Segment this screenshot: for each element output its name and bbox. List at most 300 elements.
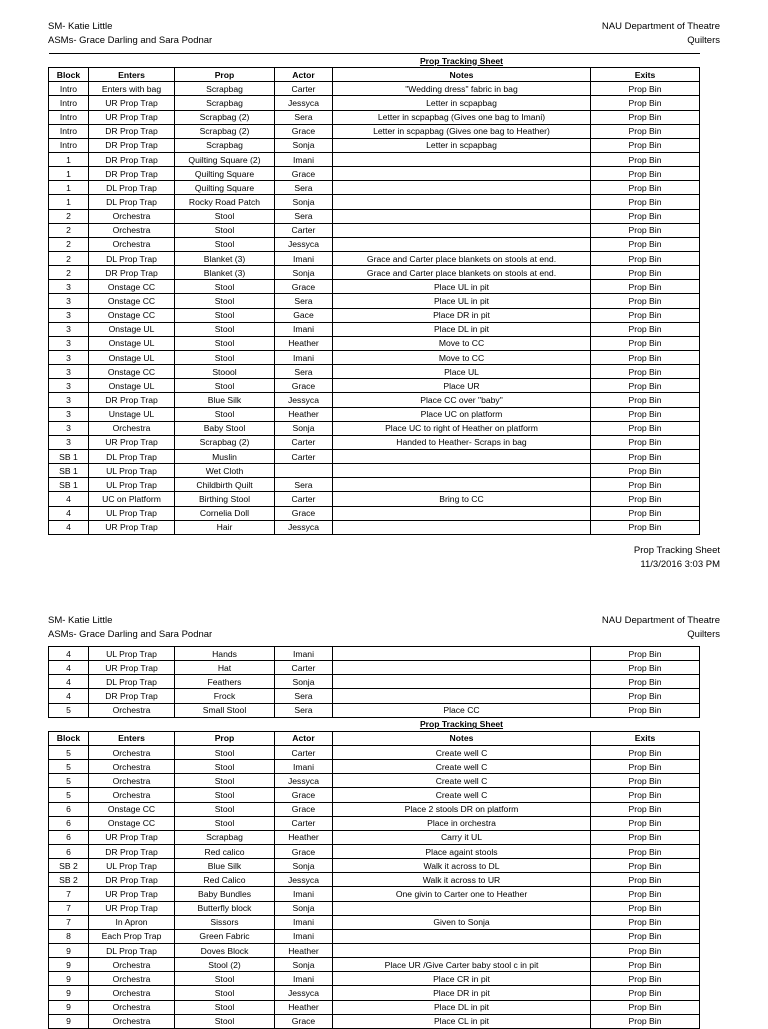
table-row xyxy=(49,195,700,209)
cell-block: 4 xyxy=(49,689,89,703)
cell-enters: Onstage CC xyxy=(89,802,175,816)
cell-exits: Prop Bin xyxy=(591,379,700,393)
cell-enters: DL Prop Trap xyxy=(89,943,175,957)
cell-block: 9 xyxy=(49,972,89,986)
table-row xyxy=(49,138,700,152)
cell-actor: Sera xyxy=(275,689,333,703)
cell-block: 2 xyxy=(49,266,89,280)
cell-enters: Orchestra xyxy=(89,745,175,759)
cell-enters: Orchestra xyxy=(89,237,175,251)
cell-prop: Wet Cloth xyxy=(175,464,275,478)
cell-exits: Prop Bin xyxy=(591,745,700,759)
cell-enters: DR Prop Trap xyxy=(89,689,175,703)
cell-actor: Sera xyxy=(275,294,333,308)
cell-actor: Heather xyxy=(275,1000,333,1014)
cell-exits: Prop Bin xyxy=(591,661,700,675)
cell-enters: DR Prop Trap xyxy=(89,138,175,152)
cell-notes xyxy=(333,520,591,534)
col-actor: Actor xyxy=(275,68,333,82)
cell-enters: Orchestra xyxy=(89,209,175,223)
cell-enters: DR Prop Trap xyxy=(89,266,175,280)
cell-prop: Stool xyxy=(175,788,275,802)
cell-notes xyxy=(333,209,591,223)
cell-prop: Stool (2) xyxy=(175,958,275,972)
cell-exits: Prop Bin xyxy=(591,308,700,322)
cell-prop: Scrapbag xyxy=(175,82,275,96)
cell-notes: Letter in scpapbag xyxy=(333,96,591,110)
cell-prop: Quilting Square xyxy=(175,167,275,181)
cell-block: 5 xyxy=(49,760,89,774)
show-name: Quilters xyxy=(687,629,720,640)
cell-actor: Heather xyxy=(275,943,333,957)
cell-prop: Scrapbag (2) xyxy=(175,435,275,449)
cell-notes xyxy=(333,478,591,492)
cell-actor: Sera xyxy=(275,365,333,379)
cell-block: Intro xyxy=(49,138,89,152)
table-row xyxy=(49,449,700,463)
cell-block: Intro xyxy=(49,96,89,110)
cell-actor: Carter xyxy=(275,816,333,830)
cell-prop: Scrapbag xyxy=(175,138,275,152)
cell-prop: Stool xyxy=(175,407,275,421)
cell-enters: UL Prop Trap xyxy=(89,859,175,873)
table-row xyxy=(49,464,700,478)
cell-prop: Cornelia Doll xyxy=(175,506,275,520)
cell-notes: "Wedding dress" fabric in bag xyxy=(333,82,591,96)
cell-exits: Prop Bin xyxy=(591,492,700,506)
cell-notes: Place UC on platform xyxy=(333,407,591,421)
cell-notes: Create well C xyxy=(333,788,591,802)
cell-enters: Onstage CC xyxy=(89,294,175,308)
cell-block: SB 2 xyxy=(49,859,89,873)
cell-notes: Place CR in pit xyxy=(333,972,591,986)
cell-block: 3 xyxy=(49,294,89,308)
cell-exits: Prop Bin xyxy=(591,816,700,830)
cell-enters: In Apron xyxy=(89,915,175,929)
cell-enters: Onstage CC xyxy=(89,365,175,379)
cell-prop: Stool xyxy=(175,294,275,308)
cell-actor: Grace xyxy=(275,1014,333,1028)
cell-enters: DR Prop Trap xyxy=(89,124,175,138)
table-row xyxy=(49,689,700,703)
cell-notes: Place 2 stools DR on platform xyxy=(333,802,591,816)
cell-actor: Sera xyxy=(275,478,333,492)
col-prop: Prop xyxy=(175,68,275,82)
department-name: NAU Department of Theatre xyxy=(601,615,720,626)
cell-exits: Prop Bin xyxy=(591,675,700,689)
cell-block: 1 xyxy=(49,152,89,166)
cell-actor: Grace xyxy=(275,167,333,181)
col-prop: Prop xyxy=(175,731,275,745)
cell-actor: Imani xyxy=(275,322,333,336)
cell-enters: Orchestra xyxy=(89,1014,175,1028)
cell-prop: Butterfly block xyxy=(175,901,275,915)
cell-actor: Sonja xyxy=(275,901,333,915)
cell-block: 3 xyxy=(49,379,89,393)
cell-prop: Stool xyxy=(175,774,275,788)
cell-block: 9 xyxy=(49,1014,89,1028)
cell-block: Intro xyxy=(49,124,89,138)
cell-exits: Prop Bin xyxy=(591,478,700,492)
cell-actor: Imani xyxy=(275,760,333,774)
cell-block: 9 xyxy=(49,986,89,1000)
cell-notes: Place UL in pit xyxy=(333,280,591,294)
cell-actor: Jessyca xyxy=(275,96,333,110)
cell-notes: Grace and Carter place blankets on stools at end. xyxy=(333,266,591,280)
cell-notes xyxy=(333,152,591,166)
cell-actor: Sonja xyxy=(275,958,333,972)
cell-block: 7 xyxy=(49,901,89,915)
cell-enters: Onstage UL xyxy=(89,322,175,336)
cell-prop: Stool xyxy=(175,986,275,1000)
cell-exits: Prop Bin xyxy=(591,703,700,717)
cell-block: SB 1 xyxy=(49,464,89,478)
table-row xyxy=(49,661,700,675)
col-enters: Enters xyxy=(89,68,175,82)
cell-prop: Rocky Road Patch xyxy=(175,195,275,209)
col-block: Block xyxy=(49,68,89,82)
cell-prop: Stool xyxy=(175,760,275,774)
cell-notes: Place UL xyxy=(333,365,591,379)
cell-notes: Place DL in pit xyxy=(333,322,591,336)
cell-enters: Orchestra xyxy=(89,421,175,435)
cell-prop: Doves Block xyxy=(175,943,275,957)
cell-enters: Orchestra xyxy=(89,774,175,788)
cell-actor: Grace xyxy=(275,379,333,393)
cell-actor: Carter xyxy=(275,492,333,506)
cell-exits: Prop Bin xyxy=(591,464,700,478)
table-row xyxy=(49,647,700,661)
table-row xyxy=(49,223,700,237)
cell-actor: Sonja xyxy=(275,421,333,435)
cell-actor: Imani xyxy=(275,152,333,166)
stage-manager-line: SM- Katie Little xyxy=(48,21,113,32)
cell-exits: Prop Bin xyxy=(591,506,700,520)
cell-exits: Prop Bin xyxy=(591,788,700,802)
table-row xyxy=(49,237,700,251)
cell-notes: Grace and Carter place blankets on stools at end. xyxy=(333,251,591,265)
table-row xyxy=(49,308,700,322)
table-row xyxy=(49,760,700,774)
cell-actor: Sera xyxy=(275,703,333,717)
cell-exits: Prop Bin xyxy=(591,760,700,774)
col-actor: Actor xyxy=(275,731,333,745)
assistant-stage-managers-line: ASMs- Grace Darling and Sara Podnar xyxy=(48,35,213,46)
table-row xyxy=(49,209,700,223)
table-row xyxy=(49,336,700,350)
cell-block: SB 1 xyxy=(49,449,89,463)
table-row xyxy=(49,745,700,759)
cell-notes: Handed to Heather- Scraps in bag xyxy=(333,435,591,449)
cell-exits: Prop Bin xyxy=(591,96,700,110)
cell-prop: Stool xyxy=(175,1000,275,1014)
cell-notes: Given to Sonja xyxy=(333,915,591,929)
table-row xyxy=(49,844,700,858)
cell-exits: Prop Bin xyxy=(591,138,700,152)
cell-block: 3 xyxy=(49,435,89,449)
cell-exits: Prop Bin xyxy=(591,802,700,816)
cell-actor: Imani xyxy=(275,915,333,929)
cell-actor: Heather xyxy=(275,830,333,844)
col-block: Block xyxy=(49,731,89,745)
cell-exits: Prop Bin xyxy=(591,901,700,915)
cell-prop: Stool xyxy=(175,322,275,336)
cell-exits: Prop Bin xyxy=(591,887,700,901)
cell-exits: Prop Bin xyxy=(591,1014,700,1028)
cell-prop: Childbirth Quilt xyxy=(175,478,275,492)
cell-exits: Prop Bin xyxy=(591,209,700,223)
cell-prop: Stoool xyxy=(175,365,275,379)
cell-notes: Place UC to right of Heather on platform xyxy=(333,421,591,435)
table-row xyxy=(49,478,700,492)
cell-enters: DL Prop Trap xyxy=(89,195,175,209)
cell-exits: Prop Bin xyxy=(591,393,700,407)
cell-notes xyxy=(333,195,591,209)
cell-block: 3 xyxy=(49,280,89,294)
table-row xyxy=(49,943,700,957)
table-row xyxy=(49,152,700,166)
table-row xyxy=(49,1000,700,1014)
cell-actor: Sonja xyxy=(275,859,333,873)
table-row xyxy=(49,774,700,788)
cell-exits: Prop Bin xyxy=(591,435,700,449)
cell-prop: Stool xyxy=(175,745,275,759)
cell-actor: Grace xyxy=(275,124,333,138)
cell-block: Intro xyxy=(49,110,89,124)
table-row xyxy=(49,520,700,534)
cell-enters: Unstage UL xyxy=(89,407,175,421)
table-row xyxy=(49,407,700,421)
cell-enters: Orchestra xyxy=(89,760,175,774)
cell-actor: Sonja xyxy=(275,266,333,280)
table-row xyxy=(49,350,700,364)
cell-block: 6 xyxy=(49,830,89,844)
cell-exits: Prop Bin xyxy=(591,421,700,435)
cell-notes: Place UL in pit xyxy=(333,294,591,308)
cell-enters: Onstage CC xyxy=(89,816,175,830)
table-row xyxy=(49,393,700,407)
cell-prop: Stool xyxy=(175,223,275,237)
col-exits: Exits xyxy=(591,68,700,82)
cell-enters: UL Prop Trap xyxy=(89,506,175,520)
cell-exits: Prop Bin xyxy=(591,350,700,364)
cell-block: 4 xyxy=(49,661,89,675)
cell-actor: Sonja xyxy=(275,195,333,209)
cell-notes xyxy=(333,647,591,661)
cell-prop: Stool xyxy=(175,209,275,223)
cell-block: 3 xyxy=(49,322,89,336)
cell-enters: DR Prop Trap xyxy=(89,393,175,407)
cell-notes: Letter in scpapbag (Gives one bag to Imani) xyxy=(333,110,591,124)
cell-block: 4 xyxy=(49,492,89,506)
cell-prop: Green Fabric xyxy=(175,929,275,943)
cell-enters: Onstage UL xyxy=(89,379,175,393)
cell-enters: Each Prop Trap xyxy=(89,929,175,943)
cell-actor: Sonja xyxy=(275,675,333,689)
cell-exits: Prop Bin xyxy=(591,407,700,421)
cell-block: 1 xyxy=(49,195,89,209)
cell-actor: Heather xyxy=(275,407,333,421)
cell-notes: Place UR /Give Carter baby stool c in pit xyxy=(333,958,591,972)
cell-exits: Prop Bin xyxy=(591,237,700,251)
cell-actor: Gace xyxy=(275,308,333,322)
cell-prop: Scrapbag (2) xyxy=(175,110,275,124)
cell-prop: Muslin xyxy=(175,449,275,463)
cell-prop: Stool xyxy=(175,802,275,816)
cell-notes xyxy=(333,929,591,943)
cell-enters: DL Prop Trap xyxy=(89,675,175,689)
table-row xyxy=(49,972,700,986)
show-name: Quilters xyxy=(687,35,720,46)
cell-enters: Orchestra xyxy=(89,223,175,237)
cell-block: SB 1 xyxy=(49,478,89,492)
cell-block: 4 xyxy=(49,675,89,689)
cell-block: 4 xyxy=(49,520,89,534)
department-name: NAU Department of Theatre xyxy=(601,21,720,32)
cell-actor: Imani xyxy=(275,251,333,265)
column-header-row xyxy=(49,731,700,745)
page2-rows-before-heading xyxy=(49,647,700,718)
cell-notes: Place CC xyxy=(333,703,591,717)
cell-actor: Imani xyxy=(275,350,333,364)
cell-block: 3 xyxy=(49,421,89,435)
cell-block: 9 xyxy=(49,958,89,972)
prop-tracking-table-page1 xyxy=(48,53,700,535)
table-row xyxy=(49,887,700,901)
cell-block: 2 xyxy=(49,223,89,237)
cell-notes: Place UR xyxy=(333,379,591,393)
cell-actor: Carter xyxy=(275,661,333,675)
cell-enters: UR Prop Trap xyxy=(89,901,175,915)
cell-enters: UR Prop Trap xyxy=(89,520,175,534)
cell-enters: Orchestra xyxy=(89,972,175,986)
cell-prop: Stool xyxy=(175,379,275,393)
assistant-stage-managers-line: ASMs- Grace Darling and Sara Podnar xyxy=(48,629,213,640)
cell-notes: Place CC over "baby" xyxy=(333,393,591,407)
cell-notes: Letter in scpapbag (Gives one bag to Heather) xyxy=(333,124,591,138)
cell-exits: Prop Bin xyxy=(591,82,700,96)
cell-block: 7 xyxy=(49,915,89,929)
cell-block: 3 xyxy=(49,350,89,364)
cell-exits: Prop Bin xyxy=(591,689,700,703)
cell-enters: UL Prop Trap xyxy=(89,464,175,478)
cell-block: 6 xyxy=(49,816,89,830)
cell-actor: Carter xyxy=(275,745,333,759)
table-row xyxy=(49,167,700,181)
cell-enters: UL Prop Trap xyxy=(89,478,175,492)
table-row xyxy=(49,675,700,689)
cell-prop: Stool xyxy=(175,350,275,364)
cell-actor: Carter xyxy=(275,435,333,449)
cell-prop: Baby Bundles xyxy=(175,887,275,901)
cell-exits: Prop Bin xyxy=(591,958,700,972)
stage-manager-line: SM- Katie Little xyxy=(48,615,113,626)
table-row xyxy=(49,873,700,887)
table-row xyxy=(49,365,700,379)
footer-title: Prop Tracking Sheet xyxy=(633,545,720,556)
cell-block: 4 xyxy=(49,506,89,520)
cell-exits: Prop Bin xyxy=(591,294,700,308)
cell-notes: Move to CC xyxy=(333,336,591,350)
cell-exits: Prop Bin xyxy=(591,449,700,463)
table-row xyxy=(49,379,700,393)
cell-prop: Blanket (3) xyxy=(175,266,275,280)
cell-notes: Move to CC xyxy=(333,350,591,364)
table-row xyxy=(49,802,700,816)
table-row xyxy=(49,82,700,96)
cell-prop: Stool xyxy=(175,1014,275,1028)
footer-timestamp: 11/3/2016 3:03 PM xyxy=(640,559,720,570)
cell-enters: Orchestra xyxy=(89,958,175,972)
cell-block: 5 xyxy=(49,745,89,759)
cell-block: 5 xyxy=(49,774,89,788)
cell-enters: Onstage UL xyxy=(89,336,175,350)
cell-enters: DL Prop Trap xyxy=(89,449,175,463)
col-enters: Enters xyxy=(89,731,175,745)
cell-notes xyxy=(333,181,591,195)
cell-prop: Stool xyxy=(175,280,275,294)
cell-exits: Prop Bin xyxy=(591,365,700,379)
cell-notes: Letter in scpapbag xyxy=(333,138,591,152)
cell-exits: Prop Bin xyxy=(591,844,700,858)
cell-enters: Onstage UL xyxy=(89,350,175,364)
table-row xyxy=(49,322,700,336)
cell-notes xyxy=(333,506,591,520)
cell-notes: Walk it across to DL xyxy=(333,859,591,873)
cell-enters: DR Prop Trap xyxy=(89,873,175,887)
cell-enters: DL Prop Trap xyxy=(89,181,175,195)
cell-exits: Prop Bin xyxy=(591,774,700,788)
cell-exits: Prop Bin xyxy=(591,873,700,887)
cell-prop: Stool xyxy=(175,308,275,322)
cell-notes: Bring to CC xyxy=(333,492,591,506)
cell-exits: Prop Bin xyxy=(591,266,700,280)
cell-exits: Prop Bin xyxy=(591,986,700,1000)
cell-enters: UR Prop Trap xyxy=(89,435,175,449)
table-row xyxy=(49,901,700,915)
cell-enters: UC on Platform xyxy=(89,492,175,506)
cell-enters: Orchestra xyxy=(89,788,175,802)
cell-exits: Prop Bin xyxy=(591,943,700,957)
cell-block: SB 2 xyxy=(49,873,89,887)
cell-notes xyxy=(333,901,591,915)
cell-notes: Walk it across to UR xyxy=(333,873,591,887)
table-row xyxy=(49,915,700,929)
cell-prop: Baby Stool xyxy=(175,421,275,435)
table-row xyxy=(49,294,700,308)
cell-prop: Quilting Square (2) xyxy=(175,152,275,166)
cell-prop: Stool xyxy=(175,237,275,251)
cell-notes xyxy=(333,689,591,703)
table-row xyxy=(49,788,700,802)
column-header-row xyxy=(49,68,700,82)
cell-exits: Prop Bin xyxy=(591,280,700,294)
page1-rows xyxy=(49,82,700,535)
cell-enters: DL Prop Trap xyxy=(89,251,175,265)
table-row xyxy=(49,110,700,124)
cell-exits: Prop Bin xyxy=(591,195,700,209)
cell-block: Intro xyxy=(49,82,89,96)
page2-rows-after-heading xyxy=(49,745,700,1028)
cell-actor: Carter xyxy=(275,82,333,96)
cell-exits: Prop Bin xyxy=(591,520,700,534)
table-row xyxy=(49,703,700,717)
sheet-title: Prop Tracking Sheet xyxy=(333,54,591,68)
cell-enters: DR Prop Trap xyxy=(89,844,175,858)
table-row xyxy=(49,958,700,972)
cell-notes xyxy=(333,449,591,463)
cell-exits: Prop Bin xyxy=(591,167,700,181)
